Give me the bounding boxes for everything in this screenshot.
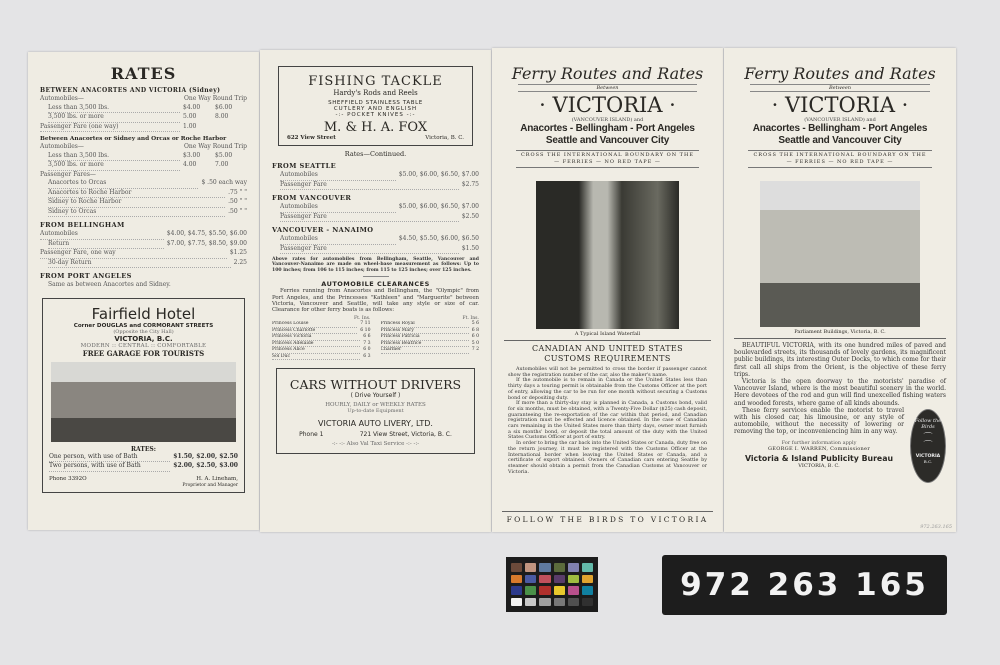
col-header: Round Trip — [212, 95, 247, 102]
text: One person, with use of Bath — [49, 453, 170, 463]
rate-value: $2.50 — [461, 212, 479, 220]
label: Automobiles— — [40, 95, 84, 102]
rate-value: $5.00, $6.00, $6.50, $7.00 — [398, 171, 479, 178]
label: Passenger Fares— — [40, 170, 96, 178]
color-swatch — [511, 575, 522, 584]
paragraph: BEAUTIFUL VICTORIA, with its one hundred miles of paved and boulevarded streets, its thousands of lovely gardens, its magnificent public buildings, its interesting Outer Docks, to which come for their first call all ships from the Orient, is the objective of these ferry trips. — [734, 342, 946, 378]
color-swatch — [525, 598, 536, 607]
birds-badge — [910, 409, 946, 483]
text: Victoria, B. C. — [425, 135, 464, 141]
rate-label: Automobiles — [280, 235, 396, 245]
ship-name: Princess Beatrice — [381, 341, 469, 348]
text: RATES: — [131, 445, 156, 453]
ship-name: Princess Mary — [381, 328, 469, 335]
rate-row: Less than 3,500 lbs. $3.00 $5.00 — [40, 152, 247, 162]
section-heading: FROM BELLINGHAM — [40, 221, 125, 229]
ship-name: Princess Adelaide — [272, 341, 360, 348]
rate-row — [272, 181, 479, 191]
text: VICTORIA, B. C. — [798, 462, 840, 469]
rate-value: $1.50 — [461, 244, 479, 252]
clearance-value: 7 2 — [471, 347, 479, 353]
text: SHEFFIELD STAINLESS TABLE — [328, 100, 423, 106]
color-swatch — [582, 575, 593, 584]
paragraph: Ferries running from Anacortes and Bellingham, the "Olympic" from Port Angeles, and the Princesses "Kathleen" and "Marguerite" between Victoria, Vancouver and Seattle, will take any style or size of car. Clearance for other ferry boats is as follows: — [272, 288, 479, 314]
waterfall-photo — [536, 181, 679, 329]
color-swatch — [525, 563, 536, 572]
clearance-value: 6 6 — [363, 334, 371, 340]
text: Anacortes - Bellingham - Port Angeles — [520, 123, 695, 134]
section-heading: FROM SEATTLE — [272, 162, 337, 170]
text: — FERRIES — NO RED TAPE — — [554, 159, 661, 165]
text: $1.50, $2.00, $2.50 — [173, 452, 238, 460]
color-swatch — [511, 586, 522, 595]
paragraph: If more than a thirty-day stay is planned in Canada, a Customs bond, valid for six months, must be obtained, with a Twenty-Five Dollar ($25) cash deposit, guaranteeing the re-exportation of the car within that period, and Canadian registration must be effected and licence obtained. In the case of Canadian cars remaining in the United States more than thirty days, owner must furnish a six months' bond, or deposit the total amount of the duty with the United States Customs Officer at port of entry. — [508, 400, 707, 441]
ship-name: Princess Victoria — [272, 334, 360, 341]
color-swatch — [554, 598, 565, 607]
hotel-photo — [51, 362, 236, 442]
cover-title: Ferry Routes and Rates — [744, 64, 936, 83]
ship-name: Princess Louise — [272, 321, 357, 328]
text: Anacortes - Bellingham - Port Angeles — [752, 123, 928, 134]
text: CARS WITHOUT DRIVERS — [289, 377, 462, 393]
rate-label: Automobiles — [280, 203, 396, 213]
clearance-value: 6 0 — [363, 347, 371, 353]
text: 721 View Street, Victoria, B. C. — [359, 431, 452, 439]
note: Above rates for automobiles from Bellingham, Seattle, Vancouver and Vancouver-Nanaimo are made on wheel-base measurement as follows: Up to 100 inches; from 106 to 115 inches; from 115 to 125 inches; over 125 inches. — [272, 257, 479, 273]
text: CUTLERY AND ENGLISH — [333, 106, 418, 112]
catalog-number: 972 263 165 — [680, 567, 929, 603]
text: Two persons, with use of Bath — [49, 462, 170, 472]
color-swatch — [539, 598, 550, 607]
rate-label: Passenger Fare — [280, 245, 459, 255]
rate-row: Passenger Fare, one way $1.25 — [40, 249, 247, 259]
text: VICTORIA AUTO LIVERY, LTD. — [318, 419, 433, 429]
cover-title: Ferry Routes and Rates — [511, 64, 704, 83]
col-header: Ft. Ins. — [353, 315, 371, 321]
text: Between — [750, 84, 930, 92]
color-swatch — [568, 575, 579, 584]
col-header: One Way — [183, 143, 211, 150]
text: Seattle and Vancouver City — [545, 135, 670, 146]
ship-name: Charmer — [381, 347, 469, 354]
color-swatch — [582, 598, 593, 607]
color-swatch — [539, 563, 550, 572]
text: FREE GARAGE FOR TOURISTS — [82, 348, 205, 358]
catalog-number-plate — [662, 555, 947, 615]
rates-panel — [28, 52, 259, 530]
clearance-row — [272, 354, 371, 361]
text: Phone 3392O — [49, 475, 87, 482]
color-swatch — [582, 563, 593, 572]
section-heading: FROM VANCOUVER — [272, 194, 352, 202]
cover-panel-customs — [492, 48, 723, 532]
text: ( Drive Yourself ) — [350, 392, 401, 400]
rate-row: Sidney to Orcas .50 " " — [40, 208, 247, 218]
rate-row — [272, 213, 479, 223]
color-swatch — [568, 586, 579, 595]
text: (VANCOUVER ISLAND) and — [571, 117, 644, 123]
text: -:- POCKET KNIVES -:- — [335, 112, 416, 118]
color-swatch — [568, 598, 579, 607]
color-swatch — [539, 586, 550, 595]
birds-icon: ⌒ ⌒ — [923, 432, 933, 451]
section-heading: VANCOUVER - NANAIMO — [272, 226, 374, 234]
clearance-value: 5 6 — [471, 321, 479, 327]
rates-title: RATES — [110, 64, 177, 83]
hotel-name: Fairfield Hotel — [91, 304, 196, 323]
hotel-address: Corner DOUGLAS and CORMORANT STREETS — [73, 322, 214, 329]
photo-caption: A Typical Island Waterfall — [574, 331, 641, 337]
badge-text: Follow the Birds — [914, 417, 942, 430]
car-rental-ad — [276, 368, 475, 454]
text: (Opposite the City Hall) — [113, 328, 174, 335]
catalog-pencil-mark: 972.263.165 — [920, 524, 952, 530]
text: CROSS THE INTERNATIONAL BOUNDARY ON THE — [520, 152, 695, 158]
section-heading: Between Anacortes or Sidney and Orcas or Roche Harbor — [40, 136, 227, 142]
clearance-value: 6 10 — [360, 327, 371, 333]
rate-row: 3,500 lbs. or more 4.00 7.00 — [40, 161, 247, 171]
fishing-ad — [278, 66, 473, 146]
section-heading: FROM PORT ANGELES — [40, 272, 132, 280]
clearance-value: 5 0 — [471, 340, 479, 346]
rate-row: Return $7.00, $7.75, $8.50, $9.00 — [40, 240, 247, 250]
col-header: One Way — [183, 95, 211, 102]
rate-row — [272, 235, 479, 245]
ship-name: Princess Patricia — [381, 334, 469, 341]
color-swatch — [511, 563, 522, 572]
ship-name: Princess Alice — [272, 347, 360, 354]
rate-label: Automobiles — [280, 171, 396, 181]
rate-label: Passenger Fare — [280, 213, 459, 223]
color-swatch — [554, 586, 565, 595]
color-swatch — [511, 598, 522, 607]
parliament-photo — [760, 181, 920, 327]
text: — FERRIES — NO RED TAPE — — [786, 159, 894, 165]
rate-row: Sidney to Roche Harbor .50 " " — [40, 198, 247, 208]
ship-name: Sol Duc — [272, 354, 360, 361]
clearance-value: 6 3 — [363, 353, 371, 359]
text: VICTORIA, B.C. — [114, 334, 173, 343]
color-swatch — [582, 586, 593, 595]
text: Rates—Continued. — [344, 150, 407, 158]
badge-text: VICTORIA — [915, 453, 941, 459]
fishing-and-rates-panel — [260, 50, 491, 532]
text: Between — [518, 84, 697, 92]
rate-row: 30-day Return 2.25 — [40, 259, 247, 269]
clearance-value: 7 3 — [363, 340, 371, 346]
clearance-value: 6 8 — [471, 327, 479, 333]
rate-row — [272, 245, 479, 255]
col-header: Round Trip — [212, 143, 247, 150]
text: · VICTORIA · — [771, 93, 909, 117]
rate-row: Less than 3,500 lbs. $4.00 $6.00 — [40, 104, 247, 114]
section-heading: BETWEEN ANACORTES AND VICTORIA (Sidney) — [40, 87, 221, 94]
paragraph: These ferry services enable the motorist to travel with his closed car, his limousine, or any style of automobile, without the necessity of lowering or removing the top, or inconveniencing him in any way. — [734, 406, 904, 436]
rate-row: Anacortes to Roche Harbor .75 " " — [40, 189, 247, 199]
rate-row: 3,500 lbs. or more 5.00 8.00 — [40, 113, 247, 123]
paragraph: Victoria is the open doorway to the motorists' paradise of Vancouver Island, where is the most beautiful scenery in the world. Here devotees of the rod and gun will find unexcelled fishing waters and wooded forests, where game of all kinds abounds. — [734, 378, 946, 407]
rate-label: Passenger Fare — [280, 181, 459, 191]
text: H. A. Lineham, — [196, 475, 238, 482]
ship-name: Princess Royal — [381, 321, 469, 328]
text: (VANCOUVER ISLAND) and — [804, 117, 876, 123]
paragraph: Automobiles will not be permitted to cross the border if passenger cannot show the registration number of the car, also the maker's name. — [508, 366, 707, 378]
color-swatch — [554, 563, 565, 572]
footer-slogan: FOLLOW THE BIRDS TO VICTORIA — [502, 511, 713, 524]
ship-name: Princess Charlotte — [272, 328, 357, 335]
clearance-row — [381, 347, 480, 354]
rate-row: Passenger Fare (one way) 1.00 — [40, 123, 247, 133]
text: MODERN :: CENTRAL :: COMFORTABLE — [80, 342, 207, 349]
color-checker-card — [506, 557, 598, 612]
hotel-ad — [42, 298, 245, 493]
paragraph: In order to bring the car back into the United States or Canada, duty free on the return journey, it must be registered with the Customs Officer at the International border when leaving the United States or Canada, and a certificate of export obtained. Owners of Canadian cars entering Seattle by steamer should obtain a permit from the Canadian Customs at Vancouver or Victoria. — [508, 440, 707, 475]
color-swatch — [525, 586, 536, 595]
text: Phone 1 — [299, 431, 324, 439]
rate-row: Automobiles $4.00, $4.75, $5.50, $6.00 — [40, 230, 247, 240]
text: Proprietor and Manager — [182, 482, 238, 488]
text: 622 View Street — [287, 135, 336, 141]
color-swatch — [539, 575, 550, 584]
rate-row: Anacortes to Orcas $ .50 each way — [40, 179, 247, 189]
text: FISHING TACKLE — [308, 74, 443, 89]
text: · VICTORIA · — [539, 93, 676, 117]
rate-row — [272, 171, 479, 181]
paragraph: If the automobile is to remain in Canada or the United States less than thirty days a touring permit is obtainable from the Customs Officer at the port of entry, allowing the car to be run for one month without securing a Customs bond or depositing duty. — [508, 377, 707, 401]
text: -:- -:- Also Val Taxi Service -:- -:- — [331, 441, 420, 448]
rate-value: $4.50, $5.50, $6.00, $6.50 — [398, 235, 479, 242]
bureau-name: Victoria & Island Publicity Bureau — [744, 453, 894, 463]
color-swatch — [554, 575, 565, 584]
text: M. & H. A. FOX — [323, 120, 428, 135]
section-heading: AUTOMOBILE CLEARANCES — [321, 280, 430, 289]
text: HOURLY, DAILY or WEEKLY RATES — [325, 402, 426, 409]
rate-value: $2.75 — [461, 180, 479, 188]
text: $2.00, $2.50, $3.00 — [173, 462, 238, 469]
text: Hardy's Rods and Reels — [333, 89, 418, 97]
col-header: Ft. Ins. — [462, 315, 479, 321]
color-swatch — [568, 563, 579, 572]
badge-text: B.C. — [923, 458, 933, 464]
section-heading: CANADIAN AND UNITED STATES CUSTOMS REQUIREMENTS — [531, 344, 684, 363]
text: CROSS THE INTERNATIONAL BOUNDARY ON THE — [753, 152, 927, 158]
text: Seattle and Vancouver City — [778, 135, 902, 146]
text: For further information apply — [781, 439, 857, 446]
text: GEORGE I. WARREN, Commissioner — [767, 445, 871, 452]
color-swatch — [525, 575, 536, 584]
note: Same as between Anacortes and Sidney. — [48, 281, 171, 288]
photo-caption: Parliament Buildings, Victoria, B. C. — [794, 329, 886, 335]
rate-row — [272, 203, 479, 213]
text: Up-to-date Equipment — [347, 408, 404, 415]
cover-panel-front — [724, 48, 956, 532]
clearance-value: 7 11 — [360, 321, 371, 327]
label: Automobiles— — [40, 143, 84, 150]
clearance-value: 6 0 — [471, 334, 479, 340]
rate-value: $5.00, $6.00, $6.50, $7.00 — [398, 203, 479, 210]
